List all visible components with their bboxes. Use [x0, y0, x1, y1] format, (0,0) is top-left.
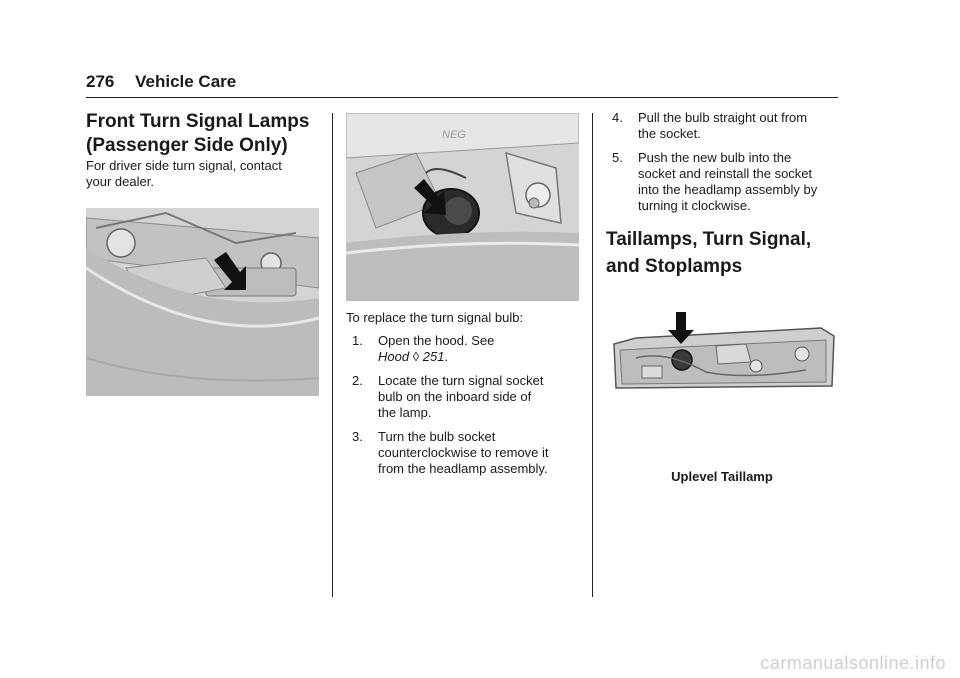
text-line: counterclockwise to remove it — [378, 445, 549, 460]
reference-page: 251 — [422, 349, 445, 364]
heading-line: (Passenger Side Only) — [86, 135, 288, 156]
hood-reference: Hood — [378, 349, 410, 364]
replace-intro: To replace the turn signal bulb: — [346, 310, 524, 325]
reference-symbol: ◊ — [412, 349, 420, 364]
text-line: Open the hood. See — [378, 333, 495, 348]
text-line: turning it clockwise. — [638, 198, 751, 213]
text-line: Locate the turn signal socket — [378, 373, 544, 388]
front-turn-signal-figure — [86, 208, 319, 396]
text-line: Turn the bulb socket — [378, 429, 496, 444]
text-line: Push the new bulb into the — [638, 150, 792, 165]
column-divider-left — [332, 113, 333, 597]
page-header — [86, 72, 236, 92]
step-number: 4. — [612, 110, 623, 125]
list-item — [346, 429, 582, 477]
figure-caption: Uplevel Taillamp — [671, 469, 773, 484]
step-number: 3. — [352, 429, 363, 444]
heading-line: and Stoplamps — [606, 256, 743, 277]
text-line: Pull the bulb straight out from — [638, 110, 808, 125]
text-line: from the headlamp assembly. — [378, 461, 548, 476]
heading-front-turn-signal — [86, 110, 309, 158]
step-number: 5. — [612, 150, 623, 165]
text-line — [378, 349, 582, 365]
steps-list-middle — [346, 333, 582, 485]
header-rule — [86, 97, 838, 98]
taillamp-figure — [606, 310, 838, 390]
page-number: 276 — [86, 72, 115, 91]
period: . — [444, 349, 449, 364]
text-line: the lamp. — [378, 405, 432, 420]
column-divider-right — [592, 113, 593, 597]
watermark: carmanualsonline.info — [760, 653, 946, 673]
heading-taillamps — [606, 226, 811, 280]
step-number: 2. — [352, 373, 363, 388]
text-line: bulb on the inboard side of — [378, 389, 532, 404]
step-number: 1. — [352, 333, 363, 348]
driver-side-note — [86, 158, 282, 190]
section-title: Vehicle Care — [135, 72, 237, 91]
text-line: For driver side turn signal, contact — [86, 158, 282, 173]
turn-signal-socket-figure — [346, 113, 579, 301]
text-line: into the headlamp assembly by — [638, 182, 818, 197]
text-line: your dealer. — [86, 174, 154, 189]
steps-list-right — [606, 110, 846, 222]
heading-line: Front Turn Signal Lamps — [86, 111, 310, 132]
list-item — [346, 333, 582, 365]
heading-line: Taillamps, Turn Signal, — [606, 229, 812, 250]
list-item — [606, 110, 846, 142]
neg-label: NEG — [442, 129, 466, 141]
list-item — [606, 150, 846, 214]
text-line: the socket. — [638, 126, 701, 141]
list-item — [346, 373, 582, 421]
text-line: socket and reinstall the socket — [638, 166, 813, 181]
